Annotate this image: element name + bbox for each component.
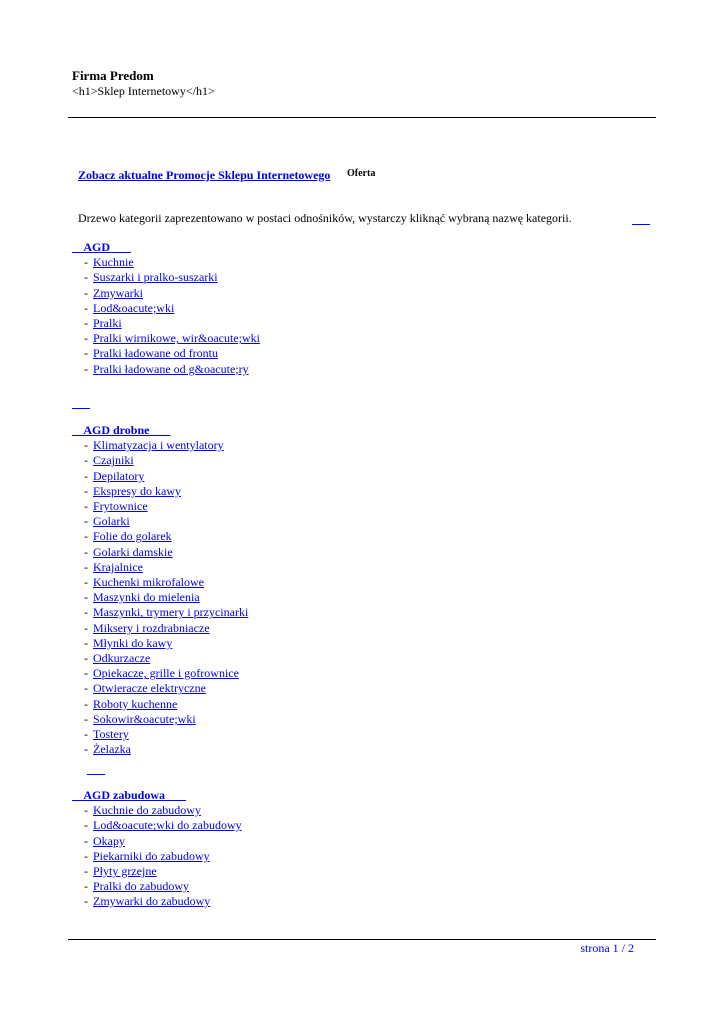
- category-list: [72, 803, 242, 909]
- category-link[interactable]: Sokowir&oacute;wki: [93, 711, 196, 726]
- category-link[interactable]: Zmywarki: [93, 285, 143, 300]
- list-item: - Kuchnie: [84, 255, 134, 270]
- list-item: - Kuchenki mikrofalowe: [84, 575, 204, 590]
- list-item: - Depilatory: [84, 468, 145, 483]
- category-link[interactable]: Kuchenki mikrofalowe: [93, 575, 204, 590]
- list-item: - Zmywarki: [84, 285, 143, 300]
- list-item: - Maszynki do mielenia: [84, 590, 200, 605]
- category-spacer-link[interactable]: ___: [72, 396, 90, 410]
- list-item: - Pralki do zabudowy: [84, 879, 189, 894]
- intro-spacer-link[interactable]: ___: [632, 212, 650, 226]
- category-link[interactable]: Pralki do zabudowy: [93, 879, 189, 894]
- list-item: - Lod&oacute;wki: [84, 300, 175, 315]
- category-link[interactable]: Kuchnie do zabudowy: [93, 803, 201, 818]
- list-item: - Ekspresy do kawy: [84, 483, 181, 498]
- list-item: - Czajniki: [84, 453, 134, 468]
- category-link[interactable]: Lod&oacute;wki do zabudowy: [93, 818, 242, 833]
- list-item: - Golarki: [84, 514, 130, 529]
- list-item: - Opiekacze, grille i gofrownice: [84, 666, 239, 681]
- category-list: [72, 255, 260, 377]
- category-link[interactable]: Czajniki: [93, 453, 134, 468]
- list-item: - Żelazka: [84, 742, 131, 757]
- list-item: - Pralki wirnikowe, wir&oacute;wki: [84, 331, 260, 346]
- oferta-label: Oferta: [347, 168, 376, 179]
- category-link[interactable]: Lod&oacute;wki: [93, 300, 175, 315]
- header-divider: [68, 117, 656, 118]
- category-agd-zabudowa: [72, 788, 242, 910]
- list-item: - Suszarki i pralko-suszarki: [84, 270, 218, 285]
- category-link[interactable]: Klimatyzacja i wentylatory: [93, 438, 224, 453]
- category-link[interactable]: Pralki ładowane od frontu: [93, 346, 218, 361]
- list-item: - Klimatyzacja i wentylatory: [84, 438, 224, 453]
- list-item: - Otwieracze elektryczne: [84, 681, 206, 696]
- list-item: - Maszynki, trymery i przycinarki: [84, 605, 249, 620]
- promo-link[interactable]: Zobacz aktualne Promocje Sklepu Internetowego: [78, 168, 331, 182]
- list-item: - Pralki ładowane od g&oacute;ry: [84, 361, 249, 376]
- category-link[interactable]: Zmywarki do zabudowy: [93, 894, 211, 909]
- category-link[interactable]: Opiekacze, grille i gofrownice: [93, 666, 239, 681]
- category-link[interactable]: Depilatory: [93, 468, 145, 483]
- category-link[interactable]: Golarki damskie: [93, 544, 173, 559]
- category-link[interactable]: Miksery i rozdrabniacze: [93, 620, 210, 635]
- category-link[interactable]: Odkurzacze: [93, 651, 151, 666]
- category-agd-drobne: [72, 423, 248, 757]
- category-heading[interactable]: AGD zabudowa: [72, 788, 187, 802]
- category-link[interactable]: Golarki: [93, 514, 130, 529]
- list-item: - Pralki: [84, 316, 122, 331]
- list-item: - Lod&oacute;wki do zabudowy: [84, 818, 242, 833]
- list-item: - Pralki ładowane od frontu: [84, 346, 218, 361]
- list-item: - Folie do golarek: [84, 529, 172, 544]
- category-link[interactable]: Kuchnie: [93, 255, 134, 270]
- category-link[interactable]: Pralki ładowane od g&oacute;ry: [93, 361, 249, 376]
- list-item: - Zmywarki do zabudowy: [84, 894, 211, 909]
- category-link[interactable]: Maszynki do mielenia: [93, 590, 200, 605]
- category-link[interactable]: Suszarki i pralko-suszarki: [93, 270, 218, 285]
- category-link[interactable]: Piekarniki do zabudowy: [93, 848, 210, 863]
- category-link[interactable]: Tostery: [93, 727, 129, 742]
- category-link[interactable]: Młynki do kawy: [93, 635, 173, 650]
- list-item: - Okapy: [84, 833, 125, 848]
- list-item: - Miksery i rozdrabniacze: [84, 620, 210, 635]
- category-link[interactable]: Żelazka: [93, 742, 131, 757]
- category-link[interactable]: Pralki: [93, 316, 122, 331]
- category-link[interactable]: Frytownice: [93, 499, 148, 514]
- category-link[interactable]: Roboty kuchenne: [93, 696, 178, 711]
- list-item: - Krajalnice: [84, 559, 143, 574]
- category-link[interactable]: Folie do golarek: [93, 529, 172, 544]
- category-link[interactable]: Płyty grzejne: [93, 864, 157, 879]
- list-item: - Golarki damskie: [84, 544, 173, 559]
- list-item: - Sokowir&oacute;wki: [84, 711, 196, 726]
- list-item: - Roboty kuchenne: [84, 696, 178, 711]
- category-link[interactable]: Maszynki, trymery i przycinarki: [93, 605, 249, 620]
- category-link[interactable]: Pralki wirnikowe, wir&oacute;wki: [93, 331, 260, 346]
- category-list: [72, 438, 248, 757]
- footer-divider: [68, 939, 656, 940]
- list-item: - Tostery: [84, 727, 129, 742]
- list-item: - Kuchnie do zabudowy: [84, 803, 201, 818]
- category-link[interactable]: Ekspresy do kawy: [93, 483, 181, 498]
- category-link[interactable]: Krajalnice: [93, 559, 143, 574]
- list-item: - Młynki do kawy: [84, 635, 173, 650]
- list-item: - Piekarniki do zabudowy: [84, 848, 210, 863]
- category-link[interactable]: Otwieracze elektryczne: [93, 681, 206, 696]
- list-item: - Płyty grzejne: [84, 864, 157, 879]
- category-heading[interactable]: AGD drobne: [72, 423, 171, 437]
- list-item: - Frytownice: [84, 499, 148, 514]
- category-link[interactable]: Okapy: [93, 833, 125, 848]
- category-agd: [72, 240, 260, 377]
- page-title: Firma Predom: [72, 68, 154, 83]
- category-spacer-link[interactable]: ___: [87, 762, 105, 776]
- list-item: - Odkurzacze: [84, 651, 151, 666]
- intro-text: Drzewo kategorii zaprezentowano w postaci odnośników, wystarczy kliknąć wybraną nazwę kategorii.: [78, 211, 572, 225]
- page-subtitle: <h1>Sklep Internetowy</h1>: [72, 84, 215, 98]
- category-heading[interactable]: AGD: [72, 240, 132, 254]
- page-number: strona 1 / 2: [580, 941, 634, 955]
